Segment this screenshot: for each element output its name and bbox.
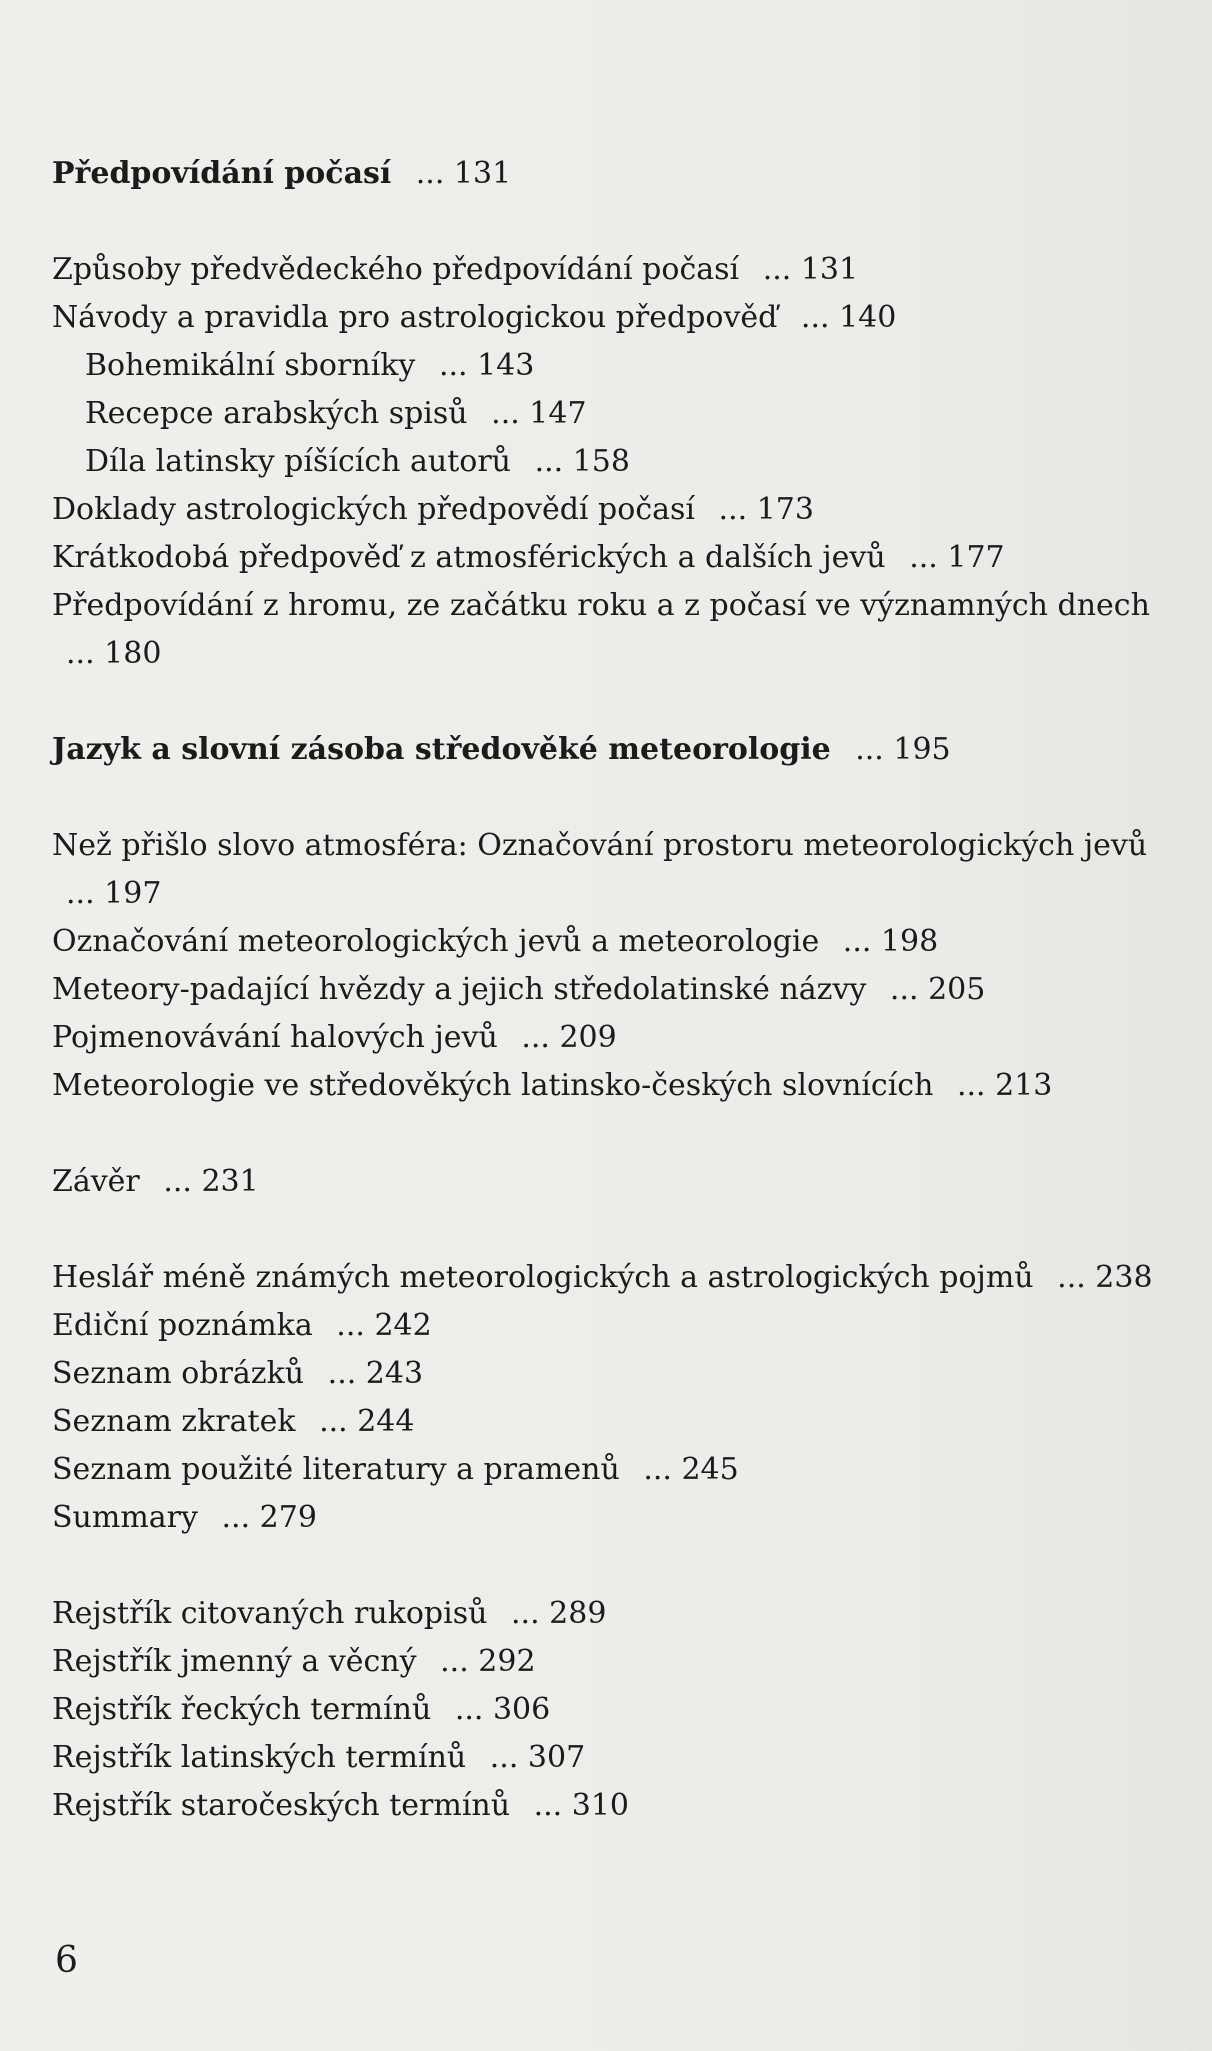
toc-entry-title: Rejstřík latinských termínů	[52, 1740, 467, 1775]
toc-entry	[52, 1782, 1172, 1830]
toc-entry	[52, 438, 1172, 486]
toc-entry-page: ... 310	[533, 1788, 630, 1823]
toc-entry-page: ... 195	[855, 732, 951, 767]
toc-entry-title: Rejstřík jmenný a věcný	[52, 1644, 417, 1679]
toc-entry	[52, 918, 1172, 966]
toc-entry-title: Rejstřík citovaných rukopisů	[52, 1596, 488, 1631]
toc-entry-page: ... 158	[534, 444, 630, 479]
toc-entry-title: Bohemikální sborníky	[85, 348, 416, 383]
toc-entry-title: Závěr	[52, 1164, 140, 1199]
toc-entry	[52, 582, 1172, 678]
toc-entry	[52, 1062, 1172, 1110]
toc-entry-page: ... 143	[438, 348, 535, 383]
toc-entry-title: Označování meteorologických jevů a meteorologie	[52, 924, 820, 959]
toc-entry	[52, 1686, 1172, 1734]
toc-entry	[52, 390, 1172, 438]
toc-entry-page: ... 131	[762, 252, 859, 287]
table-of-contents	[52, 150, 1172, 1830]
toc-entry-title: Předpovídání počasí	[52, 156, 392, 191]
section-gap	[52, 198, 1172, 246]
toc-entry-page: ... 231	[163, 1164, 259, 1199]
section-gap	[52, 1542, 1172, 1590]
toc-entry-title: Heslář méně známých meteorologických a astrologických pojmů	[52, 1260, 1034, 1295]
toc-entry-title: Meteorologie ve středověkých latinsko-českých slovnících	[52, 1068, 934, 1103]
toc-entry-page: ... 306	[454, 1692, 551, 1727]
toc-entry-title: Předpovídání z hromu, ze začátku roku a z počasí ve významných dnech	[52, 588, 1150, 623]
toc-entry-page: ... 147	[491, 396, 587, 431]
toc-entry-page: ... 131	[415, 156, 512, 191]
toc-entry-page: ... 177	[909, 540, 1005, 575]
toc-entry-page: ... 289	[511, 1596, 607, 1631]
toc-entry-page: ... 197	[66, 876, 162, 911]
toc-entry	[52, 246, 1172, 294]
toc-entry-page: ... 140	[800, 300, 897, 335]
toc-entry	[52, 534, 1172, 582]
section-gap	[52, 774, 1172, 822]
toc-entry	[52, 342, 1172, 390]
toc-entry-page: ... 205	[889, 972, 986, 1007]
toc-entry-title: Způsoby předvědeckého předpovídání počasí	[52, 252, 740, 287]
toc-entry-page: ... 213	[956, 1068, 1053, 1103]
toc-entry	[52, 1446, 1172, 1494]
toc-entry-title: Návody a pravidla pro astrologickou předpověď	[52, 300, 778, 335]
toc-entry	[52, 966, 1172, 1014]
section-gap	[52, 1206, 1172, 1254]
toc-entry-page: ... 243	[327, 1356, 424, 1391]
toc-entry-title: Ediční poznámka	[52, 1308, 313, 1343]
toc-entry-page: ... 173	[718, 492, 814, 527]
toc-entry-page: ... 244	[319, 1404, 415, 1439]
toc-entry-page: ... 245	[643, 1452, 739, 1487]
toc-entry-page: ... 242	[336, 1308, 432, 1343]
toc-entry-page: ... 279	[221, 1500, 317, 1535]
section-gap	[52, 1110, 1172, 1158]
section-gap	[52, 678, 1172, 726]
toc-entry-page: ... 198	[842, 924, 939, 959]
toc-entry	[52, 726, 1172, 774]
toc-entry-title: Seznam obrázků	[52, 1356, 305, 1391]
toc-entry-title: Meteory-padající hvězdy a jejich středolatinské názvy	[52, 972, 867, 1007]
toc-entry-title: Díla latinsky píšících autorů	[85, 444, 512, 479]
toc-entry-title: Summary	[52, 1500, 198, 1535]
toc-entry-page: ... 180	[66, 636, 162, 671]
toc-entry	[52, 150, 1172, 198]
toc-entry-page: ... 292	[440, 1644, 536, 1679]
toc-entry	[52, 1014, 1172, 1062]
toc-entry	[52, 1494, 1172, 1542]
toc-entry	[52, 1254, 1172, 1302]
toc-entry	[52, 1734, 1172, 1782]
toc-entry-page: ... 307	[489, 1740, 586, 1775]
toc-entry-title: Recepce arabských spisů	[85, 396, 468, 431]
toc-entry-page: ... 238	[1057, 1260, 1153, 1295]
toc-entry	[52, 1398, 1172, 1446]
toc-entry-title: Doklady astrologických předpovědí počasí	[52, 492, 695, 527]
toc-entry-title: Rejstřík staročeských termínů	[52, 1788, 511, 1823]
toc-entry-title: Rejstřík řeckých termínů	[52, 1692, 432, 1727]
toc-entry-title: Krátkodobá předpověď z atmosférických a dalších jevů	[52, 540, 886, 575]
toc-entry	[52, 294, 1172, 342]
toc-entry	[52, 486, 1172, 534]
toc-entry	[52, 1158, 1172, 1206]
toc-entry	[52, 822, 1172, 918]
page-number: 6	[55, 1940, 78, 1981]
toc-entry-title: Seznam zkratek	[52, 1404, 296, 1439]
toc-entry-title: Jazyk a slovní zásoba středověké meteorologie	[52, 732, 831, 767]
toc-entry	[52, 1638, 1172, 1686]
toc-entry	[52, 1302, 1172, 1350]
toc-entry	[52, 1350, 1172, 1398]
toc-entry-title: Pojmenovávání halových jevů	[52, 1020, 498, 1055]
toc-entry	[52, 1590, 1172, 1638]
toc-entry-page: ... 209	[521, 1020, 617, 1055]
toc-entry-title: Seznam použité literatury a pramenů	[52, 1452, 620, 1487]
toc-entry-title: Než přišlo slovo atmosféra: Označování prostoru meteorologických jevů	[52, 828, 1148, 863]
